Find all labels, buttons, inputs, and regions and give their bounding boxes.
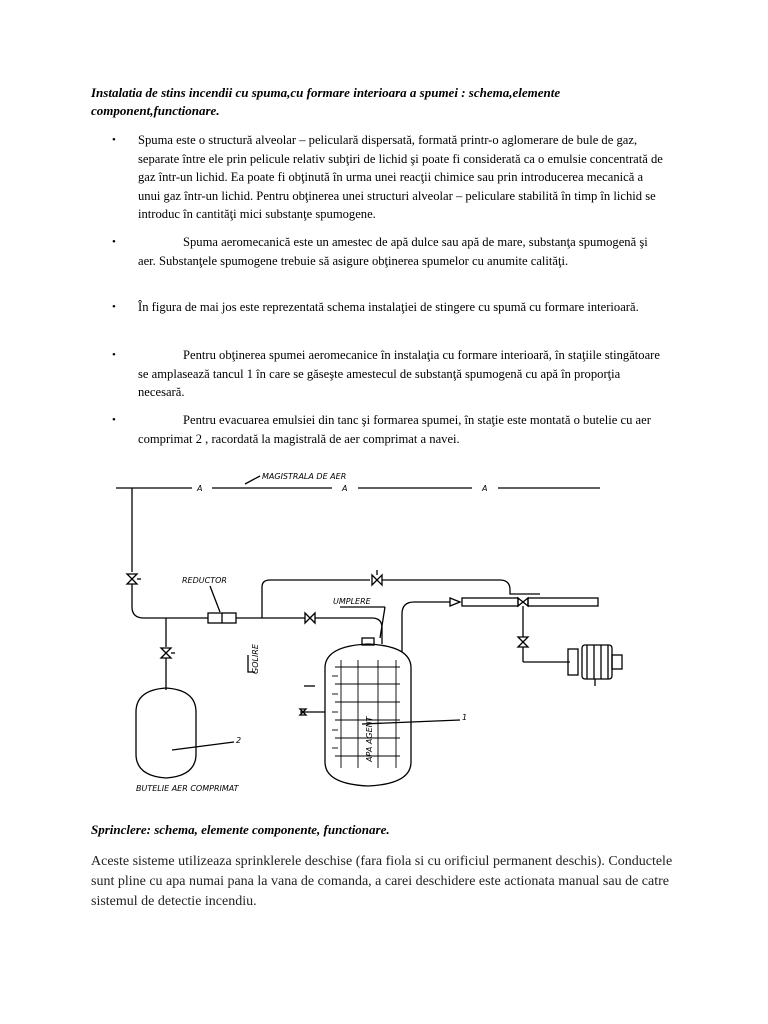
bullet-text: Pentru obţinerea spumei aeromecanice în instalaţia cu formare interioară, în staţiile stingătoare se amplasează tancul 1 în care se găseşte amestecul de substanţă spumogenă cu apă în proporţia necesară. bbox=[138, 348, 660, 399]
valve-icon bbox=[518, 598, 528, 606]
valve-icon bbox=[518, 637, 528, 647]
foam-pipe bbox=[528, 598, 598, 606]
body-paragraph: Aceste sisteme utilizeaza sprinklerele deschise (fara fiola si cu orificiul permanent deschis). Conductele sunt pline cu apa numai pana la vana de comanda, a carei deschidere este actionata manual sau de catre sistemul de detectie incendiu. bbox=[91, 854, 673, 909]
label-leader bbox=[245, 476, 260, 484]
bullet-marker: • bbox=[112, 236, 116, 248]
section-title: Sprinclere: schema, elemente componente, functionare. bbox=[91, 822, 390, 837]
bullet-marker: • bbox=[112, 134, 116, 146]
pipe bbox=[402, 602, 450, 652]
diagram-label: 2 bbox=[236, 736, 242, 745]
diagram-label: GOLIRE bbox=[251, 644, 260, 674]
foam-installation-diagram bbox=[100, 462, 630, 802]
diagram-label: APA AGENT bbox=[365, 716, 374, 762]
diagram-svg bbox=[100, 462, 630, 802]
bullet-marker: • bbox=[112, 301, 116, 313]
document-title: Instalatia de stins incendii cu spuma,cu formare interioara a spumei : schema,elemente component,functionare. bbox=[91, 85, 561, 118]
foam-tank bbox=[325, 644, 411, 786]
diagram-label: BUTELIE AER COMPRIMAT bbox=[136, 784, 239, 793]
valve-icon bbox=[127, 574, 137, 584]
diagram-label: A bbox=[482, 484, 488, 493]
pipe bbox=[132, 607, 208, 618]
label-leader bbox=[210, 586, 220, 612]
valve-icon bbox=[372, 575, 382, 585]
bullet-text: Pentru evacuarea emulsiei din tanc şi formarea spumei, în staţie este montată o butelie cu aer comprimat 2 , racordată la magistrală de aer comprimat a navei. bbox=[138, 413, 651, 446]
bullet-text: În figura de mai jos este reprezentată schema instalaţiei de stingere cu spumă cu formare interioară. bbox=[138, 300, 639, 314]
bullet-text: Spuma aeromecanică este un amestec de apă dulce sau apă de mare, substanţa spumogenă şi aer. Substanţele spumogene trebuie să asigure obţinerea spumelor cu anumite calităţi. bbox=[138, 235, 648, 268]
foam-pipe bbox=[462, 598, 518, 606]
bullet-marker: • bbox=[112, 414, 116, 426]
valve-icon bbox=[161, 648, 171, 658]
diagram-label: 1 bbox=[462, 713, 468, 722]
pipe bbox=[382, 580, 540, 594]
bullet-marker: • bbox=[112, 349, 116, 361]
valve-icon bbox=[305, 613, 315, 623]
check-valve-icon bbox=[450, 598, 460, 606]
diagram-label: UMPLERE bbox=[333, 597, 371, 606]
label-leader bbox=[172, 742, 234, 750]
diagram-label: MAGISTRALA DE AER bbox=[262, 472, 347, 481]
diagram-label: REDUCTOR bbox=[182, 576, 227, 585]
bullet-text: Spuma este o structură alveolar – peliculară dispersată, formată printr-o aglomerare de bule de gaz, separate între ele prin pelicule relativ subţiri de lichid şi poate fi considerată ca o emulsie concentrată de gaz într-un lichid. Ea poate fi obţinută în urma unei reacţii chimice sau prin introducerea mecanică a unui gaz într-un lichid. Pentru obţinerea unei structuri alveolar – peliculare stabilită în timp în lichid se introduc în cantităţi mici substanţe spumogene. bbox=[138, 133, 663, 221]
diagram-label: A bbox=[197, 484, 203, 493]
diagram-label: A bbox=[342, 484, 348, 493]
air-cylinder bbox=[136, 688, 196, 778]
hose-reel-icon bbox=[568, 645, 622, 686]
